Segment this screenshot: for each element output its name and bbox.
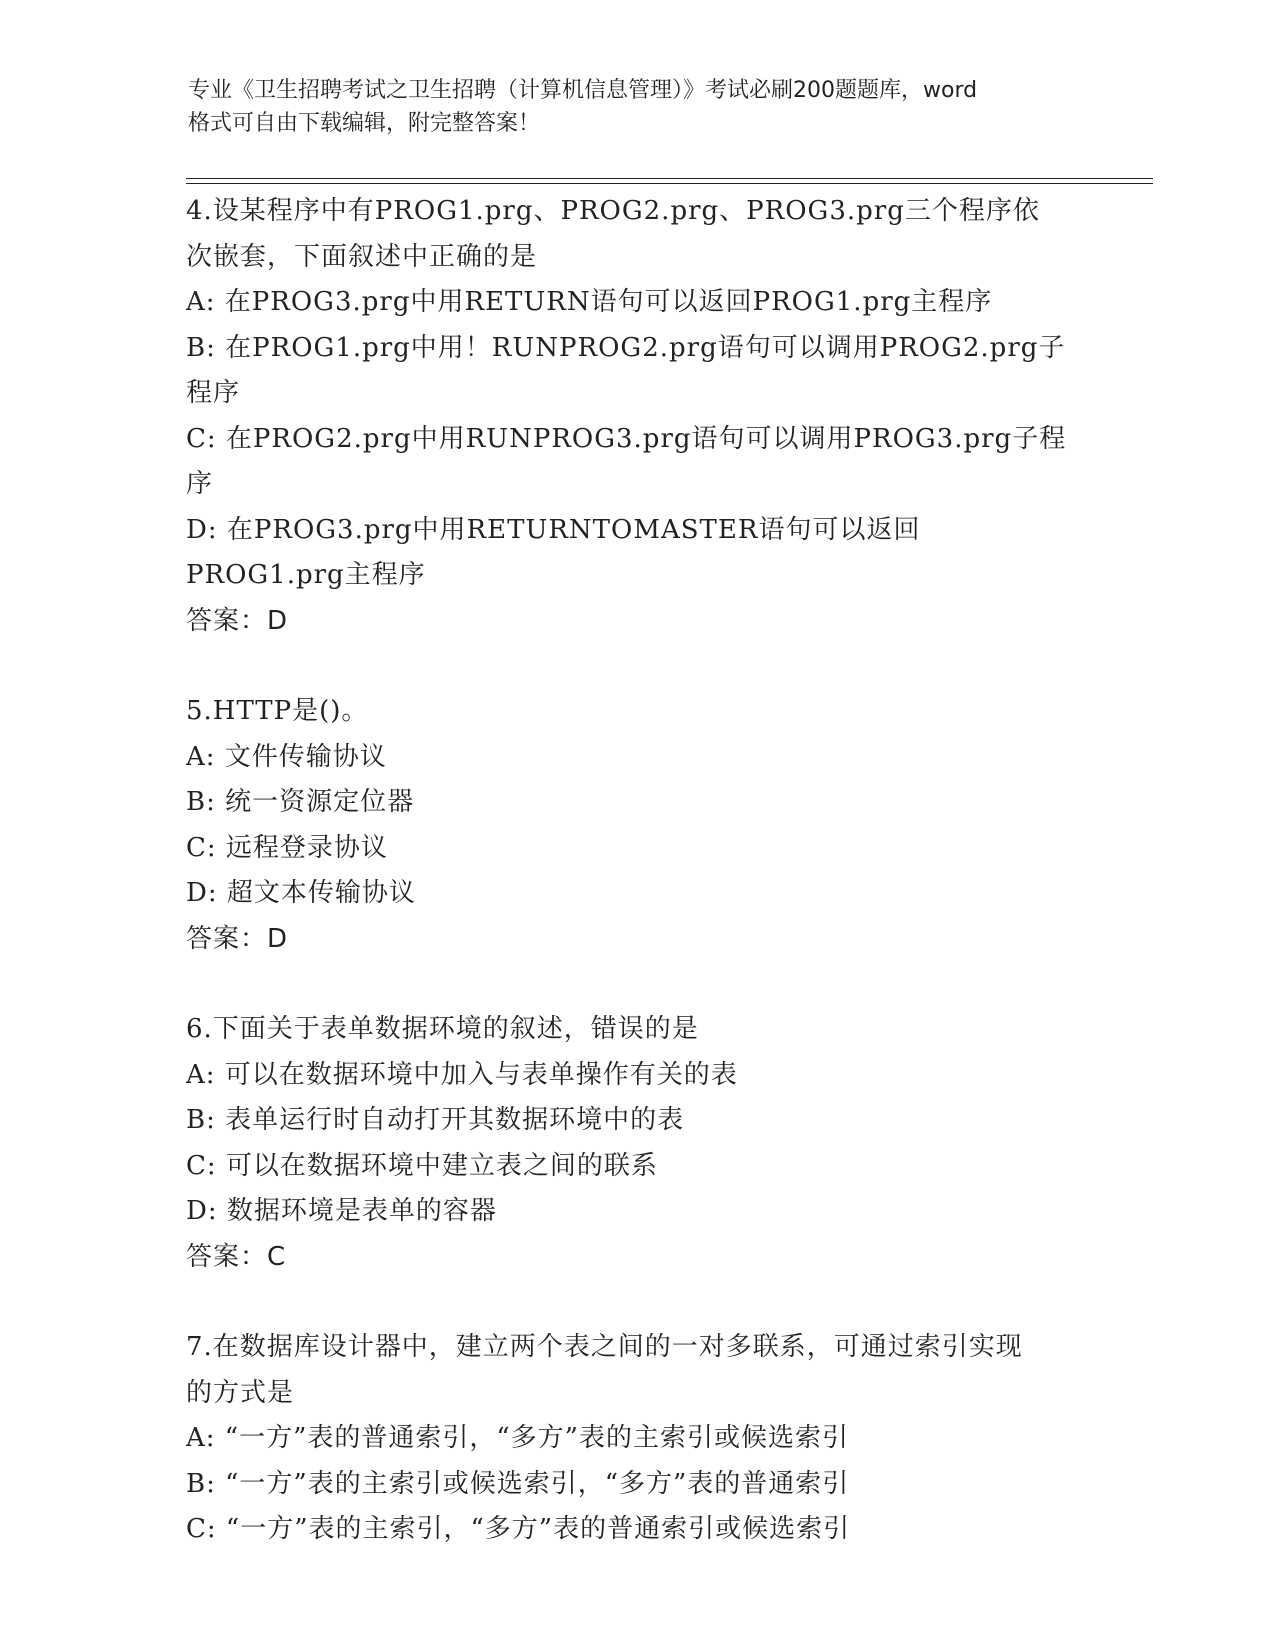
option-c: C: 在PROG2.prg中用RUNPROG3.prg语句可以调用PROG3.prg子程序 xyxy=(186,423,1067,499)
question-stem: 4.设某程序中有PROG1.prg、PROG2.prg、PROG3.prg三个程序依次嵌套，下面叙述中正确的是 xyxy=(186,196,1040,272)
question-stem: 7.在数据库设计器中，建立两个表之间的一对多联系，可通过索引实现的方式是 xyxy=(186,1332,1023,1408)
option-a: A: 在PROG3.prg中用RETURN语句可以返回PROG1.prg主程序 xyxy=(186,287,993,317)
option-b: B: 在PROG1.prg中用！RUNPROG2.prg语句可以调用PROG2.prg子程序 xyxy=(186,332,1066,408)
question-5 xyxy=(186,689,1086,962)
answer: 答案：D xyxy=(186,605,289,636)
option-c: C: “一方”表的主索引，“多方”表的普通索引或候选索引 xyxy=(186,1514,851,1544)
question-stem: 6.下面关于表单数据环境的叙述，错误的是 xyxy=(186,1014,699,1044)
document-header xyxy=(188,74,1088,140)
option-b: B: 表单运行时自动打开其数据环境中的表 xyxy=(186,1105,685,1135)
answer: 答案：C xyxy=(186,1241,287,1272)
question-4 xyxy=(186,189,1086,644)
header-divider-bottom xyxy=(186,183,1153,184)
option-c: C: 可以在数据环境中建立表之间的联系 xyxy=(186,1150,658,1181)
header-line-1: 专业《卫生招聘考试之卫生招聘（计算机信息管理）》考试必刷200题题库，word xyxy=(188,78,978,103)
option-a: A: “一方”表的普通索引，“多方”表的主索引或候选索引 xyxy=(186,1423,849,1453)
option-a: A: 文件传输协议 xyxy=(186,741,387,772)
option-b: B: 统一资源定位器 xyxy=(186,787,415,817)
option-c: C: 远程登录协议 xyxy=(186,832,388,863)
option-a: A: 可以在数据环境中加入与表单操作有关的表 xyxy=(186,1059,738,1090)
question-6 xyxy=(186,1007,1086,1280)
answer: 答案：D xyxy=(186,923,289,954)
option-b: B: “一方”表的主索引或候选索引，“多方”表的普通索引 xyxy=(186,1468,850,1499)
question-7 xyxy=(186,1325,1086,1553)
header-divider-top xyxy=(186,178,1153,179)
question-stem: 5.HTTP是()。 xyxy=(186,696,369,726)
option-d: D: 超文本传输协议 xyxy=(186,878,416,908)
option-d: D: 在PROG3.prg中用RETURNTOMASTER语句可以返回PROG1.prg主程序 xyxy=(186,514,921,590)
option-d: D: 数据环境是表单的容器 xyxy=(186,1196,497,1226)
question-list xyxy=(186,189,1086,1553)
header-line-2: 格式可自由下载编辑，附完整答案！ xyxy=(188,111,541,136)
